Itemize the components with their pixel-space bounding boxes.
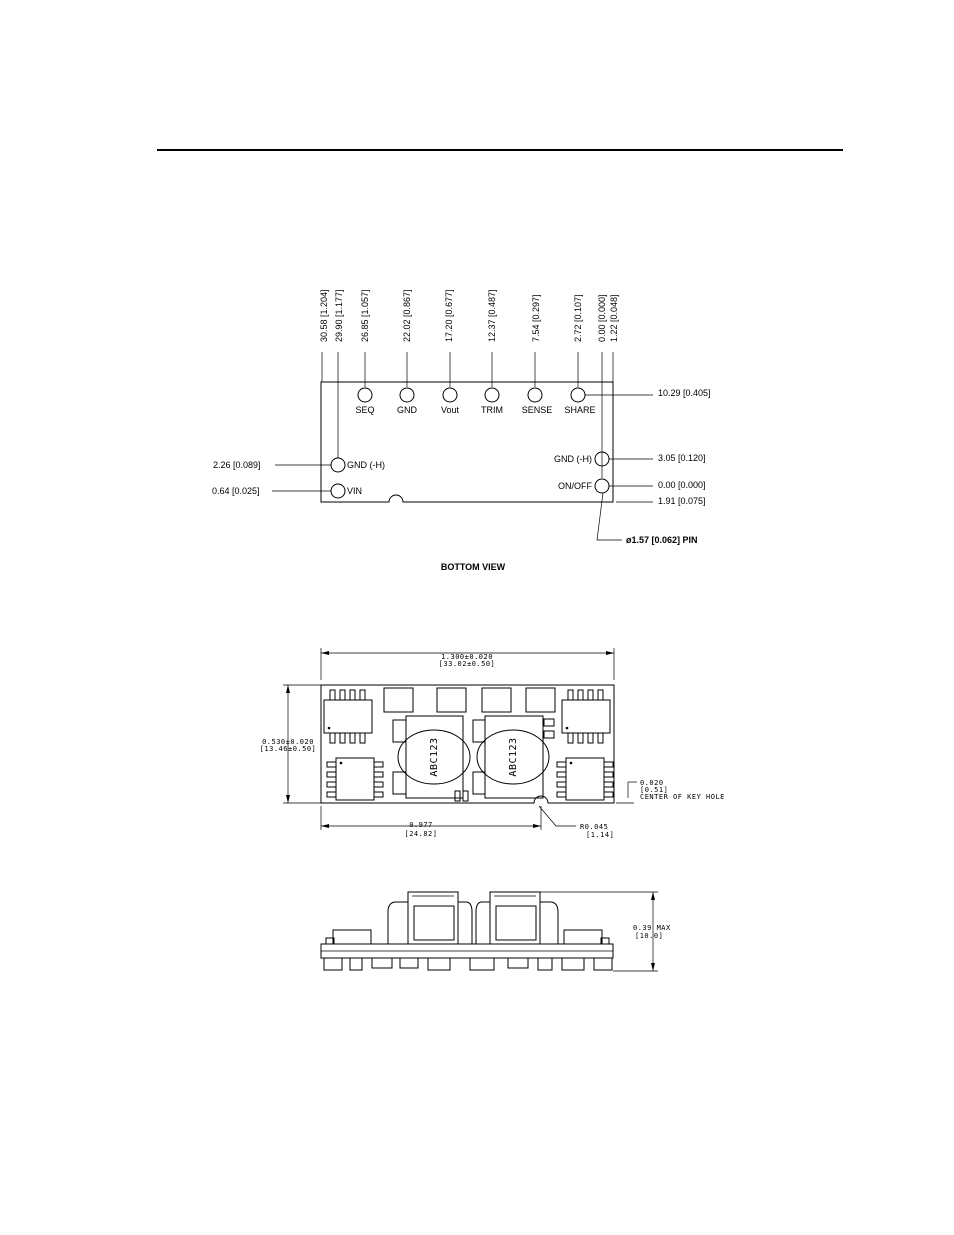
inductor-side (408, 892, 458, 944)
inductor (473, 716, 549, 798)
pin-label-vout: Vout (440, 405, 460, 415)
dim-label: 0.64 [0.025] (212, 486, 260, 496)
mosfet-pad (384, 688, 413, 712)
component-side (324, 958, 342, 970)
dim-label: 0.977 (409, 821, 433, 829)
pin-left-gnd-h (331, 458, 345, 472)
top-pins (358, 388, 585, 402)
passive-component (455, 791, 460, 801)
side-view (321, 892, 671, 971)
pin-label-trim: TRIM (481, 405, 503, 415)
pin-label-right-gnd-h: GND (-H) (554, 454, 592, 464)
dim-label: 0.00 [0.000] (658, 480, 706, 490)
mosfet-pad (437, 688, 466, 712)
dim-label: CENTER OF KEY HOLE (640, 793, 725, 801)
inductor-marking: ABC123 (508, 737, 519, 777)
dim-label: 26.85 [1.057] (360, 289, 370, 342)
passive-component (544, 731, 554, 738)
pin-label-sense: SENSE (521, 405, 553, 415)
dim-label: 0.39 MAX (633, 924, 671, 932)
passive-component (544, 719, 554, 726)
ic-chip (324, 690, 372, 743)
dim-label: R0.045 (580, 823, 609, 831)
pin-label-share: SHARE (564, 405, 596, 415)
pin-label-gnd: GND (397, 405, 417, 415)
pin-trim (485, 388, 499, 402)
top-view (260, 648, 725, 839)
mosfet-pad (482, 688, 511, 712)
dim-label: 29.90 [1.177] (334, 289, 344, 342)
dim-label: [0.51] (640, 786, 669, 794)
bottom-view (212, 289, 711, 572)
pin-diameter-label: ø1.57 [0.062] PIN (626, 535, 698, 545)
dim-label: [33.02±0.50] (438, 660, 496, 668)
dim-label: 17.20 [0.677] (444, 289, 454, 342)
dim-label: 1.91 [0.075] (658, 496, 706, 506)
dim-label: 2.72 [0.107] (573, 294, 583, 342)
component-side (333, 930, 371, 944)
component-side (564, 930, 602, 944)
dim-label: 0.530±0.020 (262, 738, 314, 746)
pin-label-seq: SEQ (355, 405, 375, 415)
pin-label-vin: VIN (347, 486, 363, 496)
inductor-side (490, 892, 540, 944)
dim-label: 3.05 [0.120] (658, 453, 706, 463)
pin-vin (331, 484, 345, 498)
dim-label: 12.37 [0.487] (487, 289, 497, 342)
pin-share (571, 388, 585, 402)
ic-chip (557, 758, 613, 800)
dim-label: 10.29 [0.405] (658, 388, 711, 398)
dim-label: [13.46±0.50] (259, 745, 317, 753)
pin-seq (358, 388, 372, 402)
dim-label: [1.14] (586, 831, 615, 839)
pin-gnd (400, 388, 414, 402)
passive-component (463, 791, 468, 801)
dim-label: 2.26 [0.089] (213, 460, 261, 470)
dim-label: 7.54 [0.297] (531, 294, 541, 342)
pin-label-on-off: ON/OFF (558, 481, 592, 491)
pin-label-left-gnd-h: GND (-H) (347, 460, 385, 470)
pin-vout (443, 388, 457, 402)
inductor (393, 716, 470, 798)
dim-label: 30.58 [1.204] (319, 289, 329, 342)
mosfet-pad (526, 688, 555, 712)
inductor-marking: ABC123 (429, 737, 440, 777)
view-title: BOTTOM VIEW (440, 562, 506, 572)
ic-chip (562, 690, 610, 743)
board-outline (321, 685, 614, 803)
pin-sense (528, 388, 542, 402)
dim-label: 0.00 [0.000] (597, 294, 607, 342)
dim-label: [10.0] (635, 932, 664, 940)
dim-label: 1.22 [0.048] (609, 294, 619, 342)
ic-chip (327, 758, 383, 800)
dim-label: [24.82] (404, 830, 438, 838)
dim-label: 0.020 (640, 779, 664, 787)
pin-on-off (595, 479, 609, 493)
dim-label: 1.300±0.020 (441, 653, 493, 661)
dim-label: 22.02 [0.867] (402, 289, 412, 342)
